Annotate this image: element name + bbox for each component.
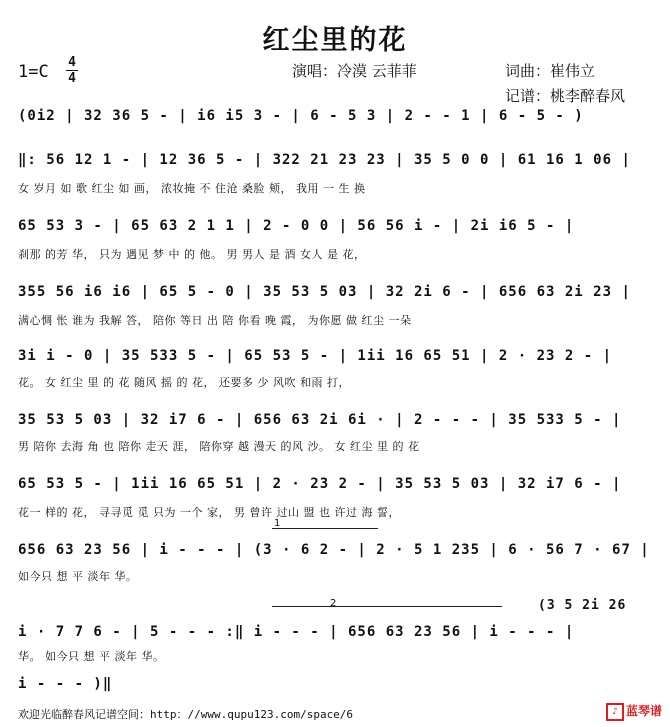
score-row: 65 53 5 - | 1ii 16 65 51 | 2 · 23 2 - | 35 53 5 03 | 32 i7 6 - |	[18, 476, 622, 492]
score-row: 656 63 23 56 | i - - - | (3 · 6 2 - | 2 · 5 1 235 | 6 · 56 7 · 67 |	[18, 542, 650, 558]
lyric-line: 华。 如今只 想 平 淡年 华。	[18, 650, 165, 663]
volta-number-2: 2	[330, 598, 337, 609]
score-row: ‖: 56 12 1 - | 12 36 5 - | 322 21 23 23 | 35 5 0 0 | 61 16 1 06 |	[18, 152, 631, 168]
coda-intro-notes: (3 5 2i 26	[538, 598, 627, 613]
volta-number-1: 1	[274, 518, 281, 529]
lyric-line: 花。 女 红尘 里 的 花 随风 摇 的 花， 还要多 少 风吹 和雨 打，	[18, 376, 350, 389]
lyric-line: 花一 样的 花， 寻寻觅 觅 只为 一个 家， 男 曾许 过山 盟 也 许过 海 誓，	[18, 506, 400, 519]
lyric-line: 女 岁月 如 歌 红尘 如 画， 浓妆掩 不 住沧 桑脸 颊， 我用 一 生 换	[18, 182, 366, 195]
lyric-line: 如今只 想 平 淡年 华。	[18, 570, 138, 583]
volta-bracket-1	[272, 528, 378, 529]
meter-bottom: 4	[68, 71, 76, 86]
time-signature	[66, 56, 78, 85]
logo-icon: ♪	[606, 703, 624, 721]
logo-text: 蓝琴谱	[625, 704, 662, 718]
transcriber-credit: 记谱：桃李醉春风	[505, 87, 626, 105]
score-row: 3i i - 0 | 35 533 5 - | 65 53 5 - | 1ii 16 65 51 | 2 · 23 2 - |	[18, 348, 613, 364]
score-row: (0i2 | 32 36 5 - | i6 i5 3 - | 6 - 5 3 | 2 - - 1 | 6 - 5 - )	[18, 108, 584, 124]
lyric-line: 男 陪你 去海 角 也 陪你 走天 涯， 陪你穿 越 漫天 的风 沙。 女 红尘 里 的 花	[18, 440, 420, 453]
composer-credit: 词曲：崔伟立	[505, 62, 596, 80]
key-signature: 1=C	[18, 62, 49, 82]
meter-top: 4	[68, 55, 76, 70]
lyric-line: 刹那 的芳 华， 只为 遇见 梦 中 的 他。 男 男人 是 酒 女人 是 花，	[18, 248, 366, 261]
score-row: i · 7 7 6 - | 5 - - - :‖ i - - - | 656 63 23 56 | i - - - |	[18, 624, 575, 640]
score-row: 65 53 3 - | 65 63 2 1 1 | 2 - 0 0 | 56 56 i - | 2i i6 5 - |	[18, 218, 575, 234]
singer-credit: 演唱：冷漠 云菲菲	[292, 62, 417, 80]
footer-url: 欢迎光临醉春风记谱空间：http：//www.qupu123.com/space/6	[18, 708, 354, 721]
site-logo	[606, 702, 662, 721]
score-row: 35 53 5 03 | 32 i7 6 - | 656 63 2i 6i · | 2 - - - | 35 533 5 - |	[18, 412, 622, 428]
volta-bracket-2	[272, 606, 502, 607]
score-row: 355 56 i6 i6 | 65 5 - 0 | 35 53 5 03 | 32 2i 6 - | 656 63 2i 23 |	[18, 284, 631, 300]
lyric-line: 满心惆 怅 谁为 我解 答， 陪你 等日 出 陪 你看 晚 霞， 为你愿 做 红尘 一朵	[18, 314, 412, 327]
song-title: 红尘里的花	[262, 25, 408, 56]
score-row: i - - - )‖	[18, 676, 113, 692]
